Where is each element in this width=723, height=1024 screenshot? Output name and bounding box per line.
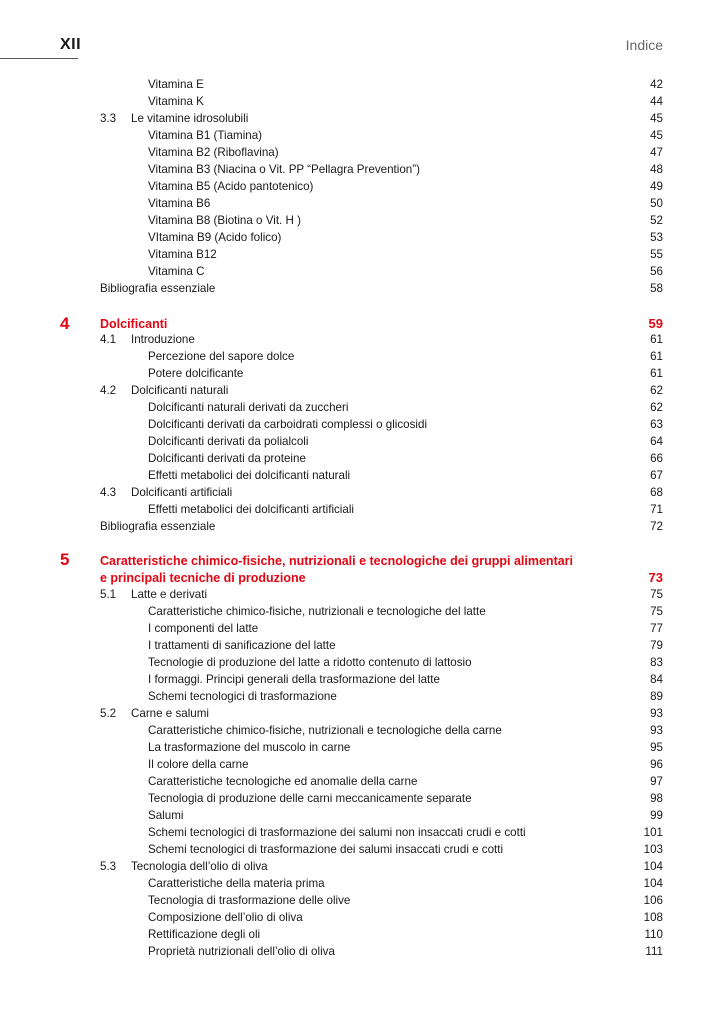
entry-page: 95 xyxy=(650,741,663,754)
entry-page: 45 xyxy=(650,112,663,125)
entry-title: Vitamina B8 (Biotina o Vit. H ) xyxy=(148,214,301,227)
entry-title: Schemi tecnologici di trasformazione dei salumi insaccati crudi e cotti xyxy=(148,843,504,856)
entry-page: 55 xyxy=(650,248,663,261)
entry-page: 103 xyxy=(643,843,663,856)
entry-title: Vitamina B12 xyxy=(148,248,217,261)
entry-title: Salumi xyxy=(148,809,184,822)
entry-page: 68 xyxy=(650,486,663,499)
entry-page: 44 xyxy=(650,95,663,108)
entry-title: Dolcificanti artificiali xyxy=(131,486,233,499)
toc-entry[interactable] xyxy=(100,894,663,908)
entry-title: Percezione del sapore dolce xyxy=(148,350,295,363)
entry-title: Tecnologie di produzione del latte a ridotto contenuto di lattosio xyxy=(148,656,472,669)
entry-title: Dolcificanti derivati da proteine xyxy=(148,452,306,465)
entry-title: Potere dolcificante xyxy=(148,367,244,380)
page-number: XII xyxy=(60,36,82,53)
toc-entry[interactable] xyxy=(100,843,663,857)
entry-number: 3.3 xyxy=(100,112,117,125)
entry-title: Bibliografia essenziale xyxy=(100,282,216,295)
toc-entry[interactable] xyxy=(100,758,663,772)
toc-entry[interactable] xyxy=(100,605,663,619)
toc-entry[interactable] xyxy=(100,384,663,398)
chapter-number: 5 xyxy=(60,550,70,569)
entry-page: 84 xyxy=(650,673,663,686)
entry-page: 75 xyxy=(650,605,663,618)
entry-title: Vitamina B2 (Riboflavina) xyxy=(148,146,279,159)
entry-page: 104 xyxy=(643,877,663,890)
toc-entry[interactable] xyxy=(100,792,663,806)
entry-title: Rettificazione degli oli xyxy=(148,928,261,941)
entry-page: 48 xyxy=(650,163,663,176)
entry-title: Vitamina C xyxy=(148,265,205,278)
entry-page: 53 xyxy=(650,231,663,244)
entry-title: I formaggi. Principi generali della trasformazione del latte xyxy=(148,673,440,686)
entry-title: Le vitamine idrosolubili xyxy=(131,112,249,125)
entry-page: 83 xyxy=(650,656,663,669)
entry-title: Dolcificanti naturali xyxy=(131,384,229,397)
entry-title: Proprietà nutrizionali dell’olio di oliva xyxy=(148,945,335,958)
toc-entry[interactable] xyxy=(100,163,663,177)
entry-title: Dolcificanti derivati da polialcoli xyxy=(148,435,309,448)
entry-page: 61 xyxy=(650,350,663,363)
entry-title: Vitamina K xyxy=(148,95,204,108)
toc-entry[interactable] xyxy=(100,129,663,143)
toc-entry[interactable] xyxy=(100,95,663,109)
toc-entry[interactable] xyxy=(100,452,663,466)
entry-title: Vitamina B5 (Acido pantotenico) xyxy=(148,180,314,193)
entry-page: 66 xyxy=(650,452,663,465)
entry-title: I trattamenti di sanificazione del latte xyxy=(148,639,336,652)
toc-entry[interactable] xyxy=(100,656,663,670)
chapter-title[interactable]: Dolcificanti xyxy=(100,317,168,331)
entry-page: 47 xyxy=(650,146,663,159)
toc-entry[interactable] xyxy=(100,724,663,738)
toc-entry[interactable] xyxy=(100,282,663,296)
toc-entry[interactable] xyxy=(100,367,663,381)
entry-page: 67 xyxy=(650,469,663,482)
entry-title: Effetti metabolici dei dolcificanti artificiali xyxy=(148,503,354,516)
entry-page: 97 xyxy=(650,775,663,788)
entry-page: 49 xyxy=(650,180,663,193)
toc-entry[interactable] xyxy=(100,435,663,449)
entry-page: 75 xyxy=(650,588,663,601)
toc-entry[interactable] xyxy=(100,775,663,789)
header-rule xyxy=(0,58,78,59)
entry-number: 5.2 xyxy=(100,707,117,720)
toc-entry[interactable] xyxy=(100,945,663,959)
toc-entry[interactable] xyxy=(100,112,663,126)
entry-title: I componenti del latte xyxy=(148,622,259,635)
entry-title: Caratteristiche tecnologiche ed anomalie della carne xyxy=(148,775,418,788)
toc-entry[interactable] xyxy=(100,928,663,942)
entry-page: 71 xyxy=(650,503,663,516)
entry-title: Dolcificanti derivati da carboidrati complessi o glicosidi xyxy=(148,418,428,431)
toc-entry[interactable] xyxy=(100,588,663,602)
entry-page: 52 xyxy=(650,214,663,227)
toc-entry[interactable] xyxy=(100,78,663,92)
chapter-page: 73 xyxy=(648,570,663,585)
toc-entry[interactable] xyxy=(100,333,663,347)
toc-entry[interactable] xyxy=(100,877,663,891)
toc-entry[interactable] xyxy=(100,622,663,636)
entry-title: Vitamina B6 xyxy=(148,197,211,210)
entry-page: 96 xyxy=(650,758,663,771)
entry-page: 61 xyxy=(650,333,663,346)
entry-title: Tecnologia dell’olio di oliva xyxy=(131,860,268,873)
toc-entry[interactable] xyxy=(100,418,663,432)
toc-entry[interactable] xyxy=(100,469,663,483)
entry-page: 64 xyxy=(650,435,663,448)
entry-title: Effetti metabolici dei dolcificanti naturali xyxy=(148,469,351,482)
entry-page: 77 xyxy=(650,622,663,635)
entry-page: 98 xyxy=(650,792,663,805)
entry-page: 62 xyxy=(650,401,663,414)
toc-entry[interactable] xyxy=(100,826,663,840)
entry-title: VItamina B9 (Acido folico) xyxy=(148,231,282,244)
toc-entry[interactable] xyxy=(100,248,663,262)
entry-title: Bibliografia essenziale xyxy=(100,520,216,533)
toc-entry[interactable] xyxy=(100,639,663,653)
toc-entry[interactable] xyxy=(100,860,663,874)
chapter-number: 4 xyxy=(60,314,70,333)
entry-page: 99 xyxy=(650,809,663,822)
entry-title: Carne e salumi xyxy=(131,707,209,720)
entry-title: Tecnologia di produzione delle carni meccanicamente separate xyxy=(148,792,472,805)
toc-entry[interactable] xyxy=(100,146,663,160)
toc-entry[interactable] xyxy=(100,350,663,364)
toc-entry[interactable] xyxy=(100,401,663,415)
entry-title: Tecnologia di trasformazione delle olive xyxy=(148,894,351,907)
toc-entry[interactable] xyxy=(100,231,663,245)
chapter-title-line1[interactable]: Caratteristiche chimico-fisiche, nutrizionali e tecnologiche dei gruppi alimentari xyxy=(100,554,574,568)
chapter-title-line2[interactable]: e principali tecniche di produzione xyxy=(100,571,306,585)
toc-entry[interactable] xyxy=(100,911,663,925)
entry-page: 110 xyxy=(644,928,663,941)
entry-title: Introduzione xyxy=(131,333,195,346)
entry-page: 45 xyxy=(650,129,663,142)
toc-entry[interactable] xyxy=(100,503,663,517)
entry-page: 50 xyxy=(650,197,663,210)
entry-page: 63 xyxy=(650,418,663,431)
section-title: Indice xyxy=(625,37,663,53)
toc-entry[interactable] xyxy=(100,180,663,194)
toc-entry[interactable] xyxy=(100,214,663,228)
toc-entry[interactable] xyxy=(100,265,663,279)
entry-title: Caratteristiche della materia prima xyxy=(148,877,325,890)
chapter-page: 59 xyxy=(648,316,663,331)
toc-entry[interactable] xyxy=(100,707,663,721)
entry-title: Vitamina B3 (Niacina o Vit. PP “Pellagra Prevention”) xyxy=(148,163,420,176)
entry-page: 58 xyxy=(650,282,663,295)
entry-title: Composizione dell’olio di oliva xyxy=(148,911,303,924)
entry-title: Il colore della carne xyxy=(148,758,249,771)
entry-title: La trasformazione del muscolo in carne xyxy=(148,741,351,754)
entry-title: Caratteristiche chimico-fisiche, nutrizionali e tecnologiche della carne xyxy=(148,724,502,737)
entry-number: 4.1 xyxy=(100,333,117,346)
entry-page: 79 xyxy=(650,639,663,652)
entry-page: 101 xyxy=(643,826,663,839)
toc-entry[interactable] xyxy=(100,520,663,534)
entry-page: 106 xyxy=(643,894,663,907)
entry-number: 5.3 xyxy=(100,860,117,873)
toc-entry[interactable] xyxy=(100,673,663,687)
toc-entry[interactable] xyxy=(100,486,663,500)
entry-page: 62 xyxy=(650,384,663,397)
entry-title: Schemi tecnologici di trasformazione xyxy=(148,690,337,703)
entry-page: 56 xyxy=(650,265,663,278)
entry-page: 89 xyxy=(650,690,663,703)
entry-page: 72 xyxy=(650,520,663,533)
entry-number: 4.2 xyxy=(100,384,117,397)
entry-title: Vitamina B1 (Tiamina) xyxy=(148,129,263,142)
entry-page: 108 xyxy=(643,911,663,924)
entry-page: 42 xyxy=(650,78,663,91)
toc-entry[interactable] xyxy=(100,741,663,755)
entry-title: Caratteristiche chimico-fisiche, nutrizionali e tecnologiche del latte xyxy=(148,605,486,618)
toc-entry[interactable] xyxy=(100,197,663,211)
entry-page: 61 xyxy=(650,367,663,380)
entry-number: 4.3 xyxy=(100,486,117,499)
entry-number: 5.1 xyxy=(100,588,117,601)
entry-page: 104 xyxy=(643,860,663,873)
entry-page: 93 xyxy=(650,724,663,737)
toc-entry[interactable] xyxy=(100,809,663,823)
entry-title: Vitamina E xyxy=(148,78,204,91)
entry-title: Schemi tecnologici di trasformazione dei salumi non insaccati crudi e cotti xyxy=(148,826,526,839)
toc-entry[interactable] xyxy=(100,690,663,704)
entry-title: Dolcificanti naturali derivati da zuccheri xyxy=(148,401,349,414)
entry-page: 111 xyxy=(645,945,663,958)
entry-page: 93 xyxy=(650,707,663,720)
entry-title: Latte e derivati xyxy=(131,588,208,601)
